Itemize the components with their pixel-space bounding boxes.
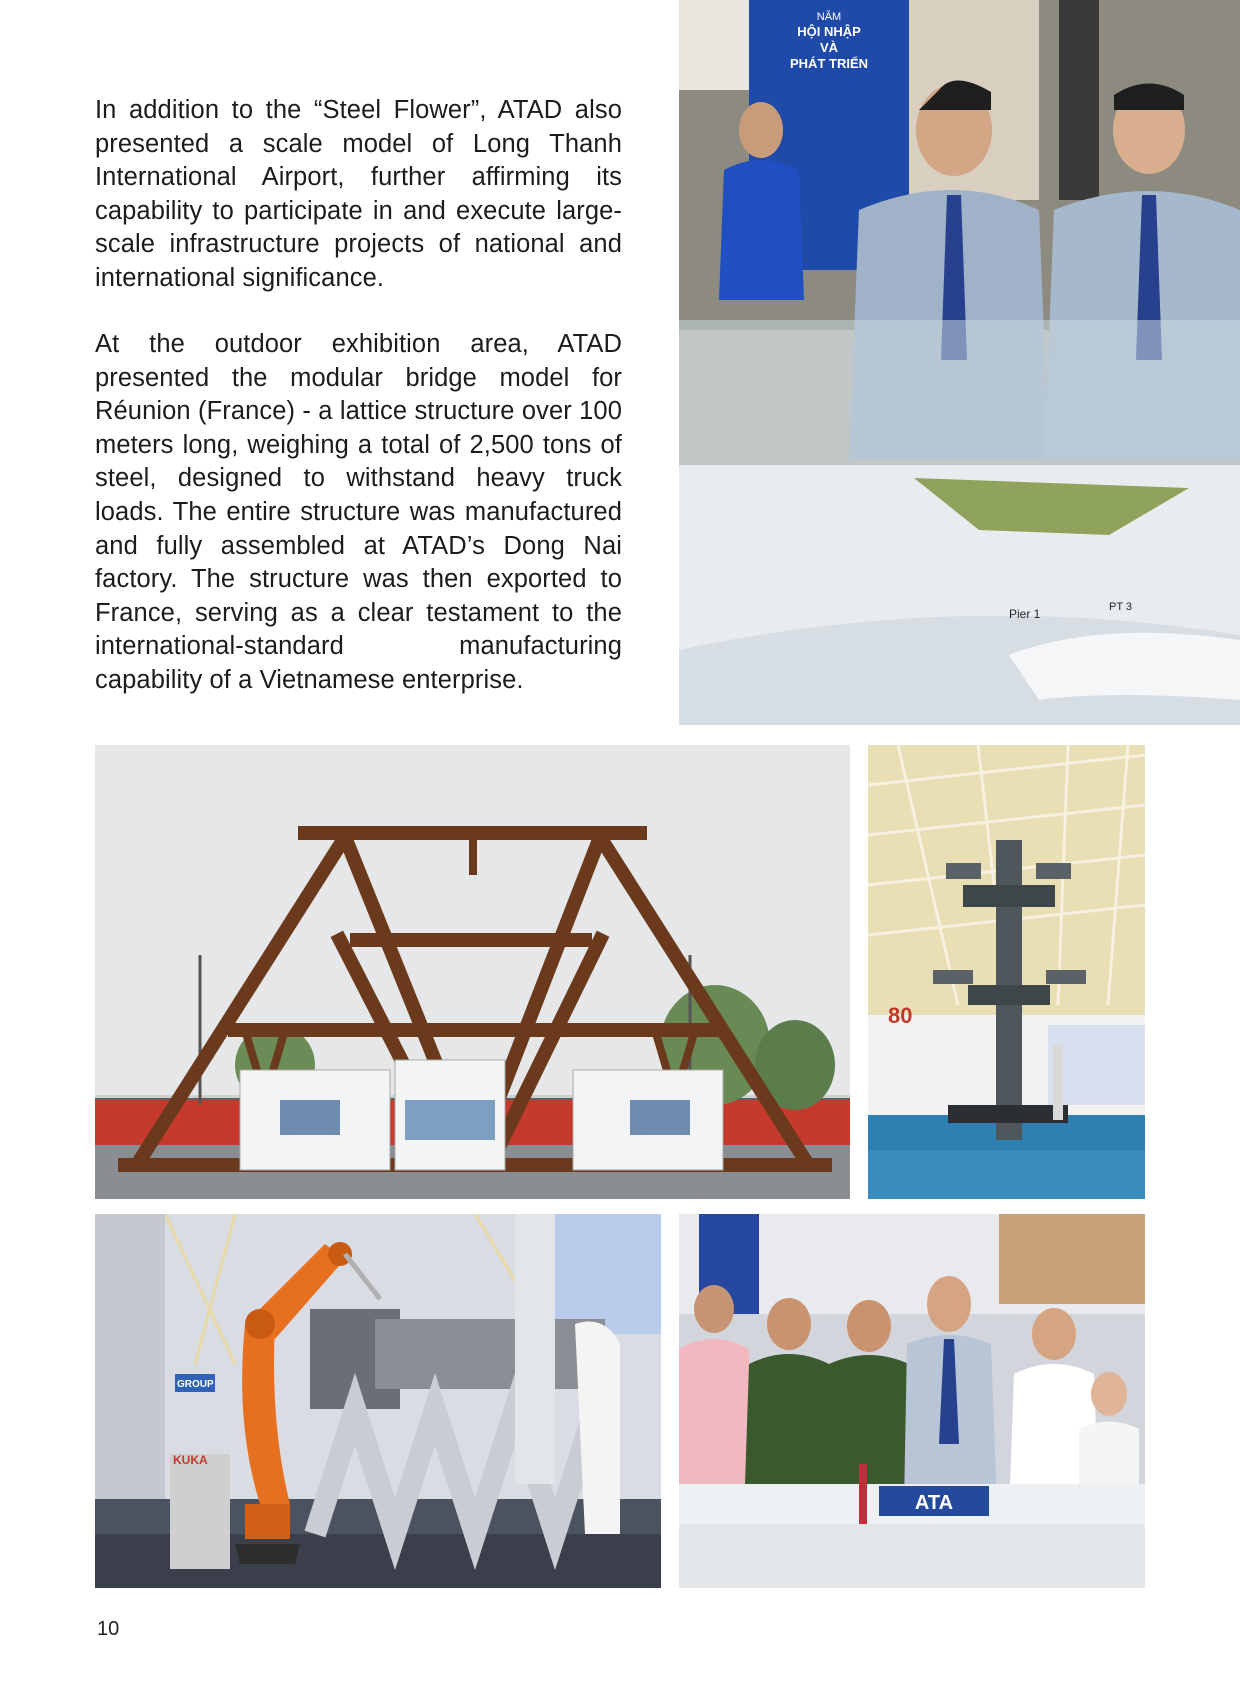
steel-column-photo <box>868 745 1145 1199</box>
bridge-model-photo <box>95 745 850 1199</box>
kuka-label: KUKA <box>173 1453 208 1467</box>
article-paragraph-1: In addition to the “Steel Flower”, ATAD also presented a scale model of Long Thanh International Airport, further affirming its capability to participate in and execute large-scale infrastructure projects of national and international significance. <box>95 96 622 292</box>
banner-text-4: PHÁT TRIỂN <box>790 56 868 71</box>
pt-label: PT 3 <box>1109 601 1133 613</box>
airport-model-photo <box>679 0 1240 725</box>
banner-text-1: NĂM <box>816 11 842 23</box>
banner-text-3: VÀ <box>819 40 839 55</box>
welding-robot-photo <box>95 1214 661 1588</box>
ata-logo: ATA <box>914 1492 954 1514</box>
group-sign: GROUP <box>177 1379 214 1390</box>
pier-label: Pier 1 <box>1009 607 1041 621</box>
visitors-photo <box>679 1214 1145 1588</box>
page-number: 10 <box>97 1618 120 1640</box>
anniversary-badge: 80 <box>888 1003 913 1028</box>
article-paragraph-2: At the outdoor exhibition area, ATAD presented the modular bridge model for Réunion (France) - a lattice structure over 100 meters long, weighing a total of 2,500 tons of steel, designed to withstand heavy truck loads. The entire structure was manufactured and fully assembled at ATAD’s Dong Nai factory. The structure was then exported to France, serving as a clear testament to the international-standard manufacturing capability of a Vietnamese enterprise. <box>95 330 622 694</box>
banner-text-2: HỘI NHẬP <box>797 24 861 39</box>
